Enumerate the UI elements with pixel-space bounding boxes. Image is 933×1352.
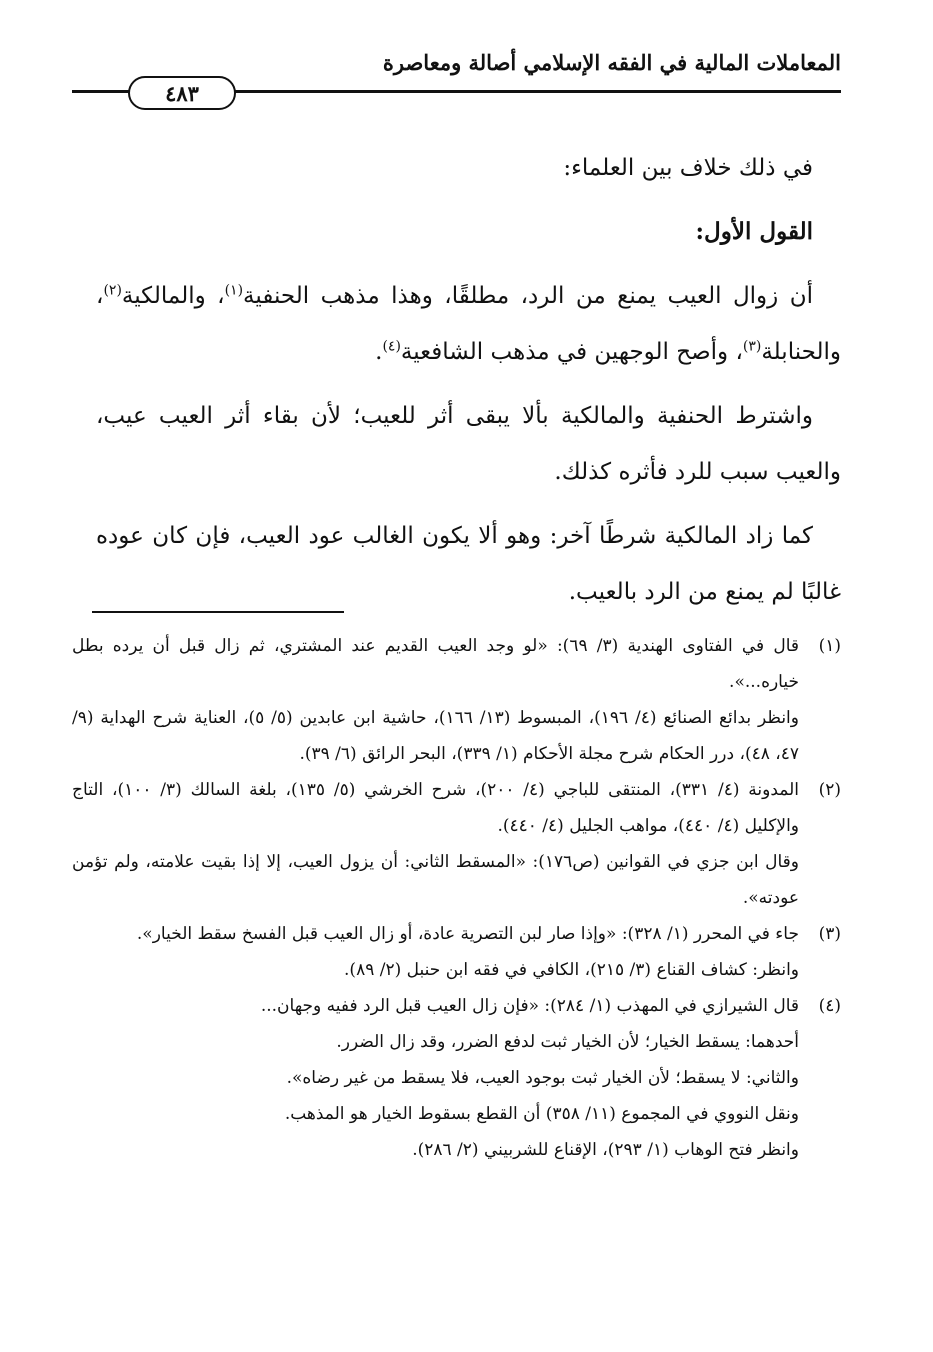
footnote-body: [72, 772, 799, 916]
footnote-2: [72, 772, 841, 916]
text-segment: .: [375, 339, 383, 365]
page-number-badge: [128, 76, 236, 110]
footnote-body: [72, 628, 799, 772]
footnote-line: قال الشيرازي في المهذب (١/ ٢٨٤): «فإن زال العيب قبل الرد ففيه وجهان...: [260, 996, 799, 1016]
footnote-4: [72, 988, 841, 1168]
footnote-3: [72, 916, 841, 988]
footnote-ref-3[interactable]: (٣): [742, 338, 762, 355]
text-segment: ، وأصح الوجهين في مذهب الشافعية: [400, 339, 743, 365]
footnote-number: (٢): [818, 780, 841, 800]
condition-paragraph: واشترط الحنفية والمالكية بألا يبقى أثر للعيب؛ لأن بقاء أثر العيب عيب، والعيب سبب للرد فأثره كذلك.: [96, 403, 841, 485]
footnote-number: (٣): [818, 924, 841, 944]
footnote-line: أحدهما: يسقط الخيار؛ لأن الخيار ثبت لدفع الضرر، وقد زال الضرر.: [336, 1032, 799, 1052]
footnote-ref-4[interactable]: (٤): [382, 338, 401, 355]
footnote-body: [72, 988, 799, 1168]
footnotes-section: [72, 628, 841, 1168]
page-number: ٤٨٣: [165, 80, 199, 106]
footnote-separator: [92, 611, 344, 613]
footnote-ref-1[interactable]: (١): [224, 282, 244, 299]
maliki-condition-paragraph: كما زاد المالكية شرطًا آخر: وهو ألا يكون الغالب عود العيب، فإن كان عوده غالبًا لم يمنع من الرد بالعيب.: [96, 523, 841, 605]
footnote-body: [72, 916, 799, 988]
footnote-line: قال في الفتاوى الهندية (٣/ ٦٩): «لو وجد العيب القديم عند المشتري، ثم زال قبل أن يرده بطل خياره...».: [72, 636, 800, 692]
footnote-ref-2[interactable]: (٢): [103, 282, 122, 299]
first-opinion-paragraph: [96, 268, 841, 380]
footnote-line: وقال ابن جزي في القوانين (ص١٧٦): «المسقط الثاني: أن يزول العيب، إلا إذا بقيت علامته، ولم تؤمن عودته».: [72, 852, 799, 908]
footnote-1: [72, 628, 841, 772]
intro-paragraph: في ذلك خلاف بين العلماء:: [563, 155, 813, 181]
main-text: [96, 140, 841, 628]
footnote-line: المدونة (٤/ ٣٣١)، المنتقى للباجي (٤/ ٢٠٠)، شرح الخرشي (٥/ ١٣٥)، بلغة السالك (٣/ ١٠٠)، التاج والإكليل (٤/ ٤٤٠)، مواهب الجليل (٤/ ٤٤٠).: [72, 780, 799, 836]
footnote-line: وانظر: كشاف القناع (٣/ ٢١٥)، الكافي في فقه ابن حنبل (٢/ ٨٩).: [344, 960, 799, 980]
running-header-title: المعاملات المالية في الفقه الإسلامي أصالة ومعاصرة: [382, 50, 841, 75]
text-segment: ، والحنابلة: [96, 283, 841, 365]
footnote-line: جاء في المحرر (١/ ٣٢٨): «وإذا صار لبن التصرية عادة، أو زال العيب قبل الفسخ سقط الخيار».: [136, 924, 799, 944]
footnote-number: (٤): [818, 996, 841, 1016]
text-segment: ، والمالكية: [121, 283, 225, 309]
section-heading: القول الأول:: [695, 218, 813, 245]
footnote-number: (١): [818, 636, 841, 656]
footnote-line: والثاني: لا يسقط؛ لأن الخيار ثبت بوجود العيب، فلا يسقط من غير رضاه».: [286, 1068, 799, 1088]
text-segment: أن زوال العيب يمنع من الرد، مطلقًا، وهذا مذهب الحنفية: [243, 283, 813, 309]
footnote-line: وانظر بدائع الصنائع (٤/ ١٩٦)، المبسوط (١٣/ ١٦٦)، حاشية ابن عابدين (٥/ ٥)، العناية شرح الهداية (٩/ ٤٧، ٤٨)، درر الحكام شرح مجلة الأحكام (١/ ٣٣٩)، البحر الرائق (٦/ ٣٩).: [72, 708, 799, 764]
footnote-line: ونقل النووي في المجموع (١١/ ٣٥٨) أن القطع بسقوط الخيار هو المذهب.: [284, 1104, 799, 1124]
footnote-line: وانظر فتح الوهاب (١/ ٢٩٣)، الإقناع للشربيني (٢/ ٢٨٦).: [412, 1140, 799, 1160]
